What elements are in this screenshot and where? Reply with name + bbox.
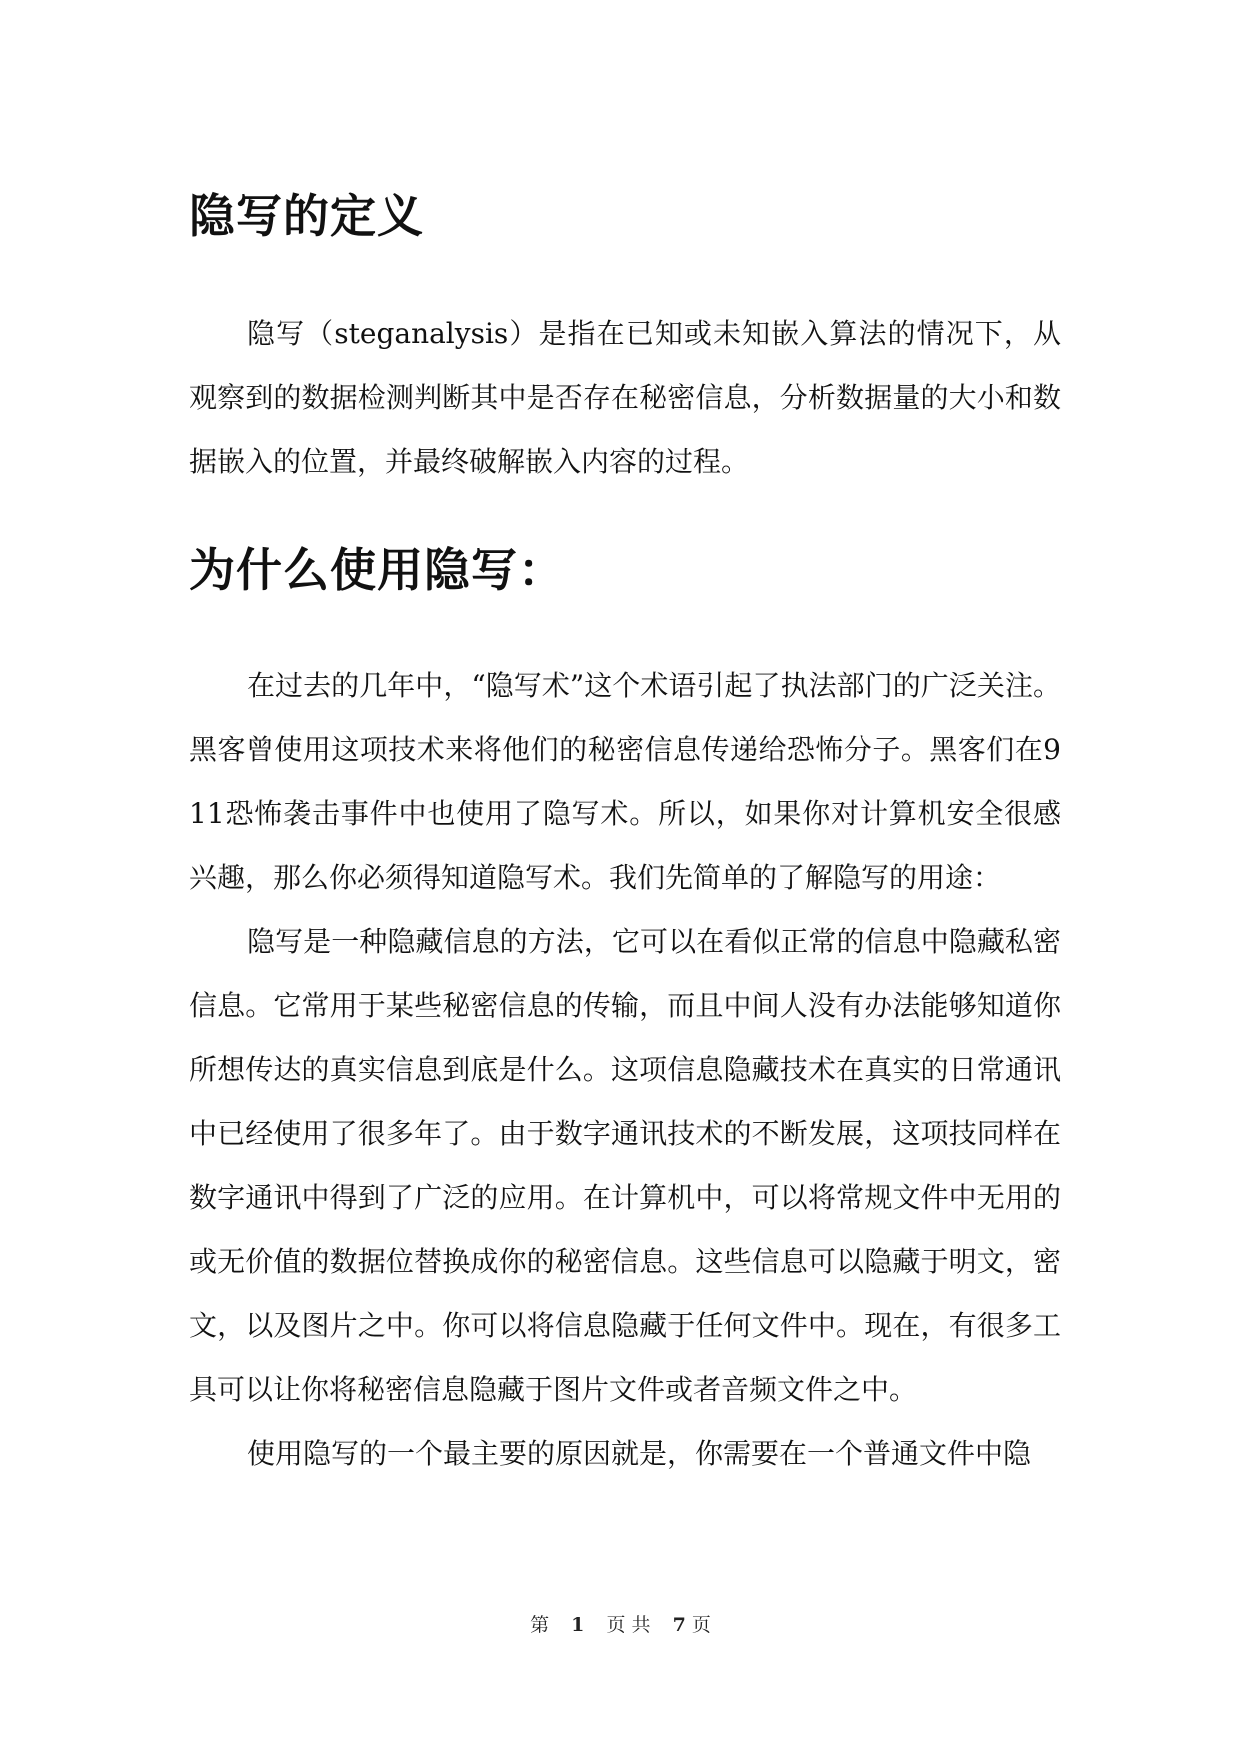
paragraph-why-2: 隐写是一种隐藏信息的方法，它可以在看似正常的信息中隐藏私密信息。它常用于某些秘密信息的传输，而且中间人没有办法能够知道你所想传达的真实信息到底是什么。这项信息隐藏技术在真实的日常通讯中已经使用了很多年了。由于数字通讯技术的不断发展，这项技同样在数字通讯中得到了广泛的应用。在计算机中，可以将常规文件中无用的或无价值的数据位替换成你的秘密信息。这些信息可以隐藏于明文，密文，以及图片之中。你可以将信息隐藏于任何文件中。现在，有很多工具可以让你将秘密信息隐藏于图片文件或者音频文件之中。 — [189, 925, 1061, 1406]
footer-middle: 页 共 — [606, 1614, 651, 1636]
page-footer — [0, 1610, 1241, 1637]
paragraph-why-3: 使用隐写的一个最主要的原因就是，你需要在一个普通文件中隐 — [247, 1437, 1032, 1470]
section-heading-why: 为什么使用隐写： — [189, 543, 565, 597]
section-heading-definition: 隐写的定义 — [189, 189, 424, 243]
page-content — [189, 180, 1061, 1486]
footer-suffix: 页 — [691, 1614, 711, 1636]
footer-page-number: 1 — [571, 1614, 585, 1636]
footer-total-pages: 7 — [672, 1614, 686, 1636]
paragraph-definition: 隐写（steganalysis）是指在已知或未知嵌入算法的情况下，从观察到的数据检测判断其中是否存在秘密信息，分析数据量的大小和数据嵌入的位置，并最终破解嵌入内容的过程。 — [189, 317, 1061, 478]
paragraph-why-1: 在过去的几年中，“隐写术”这个术语引起了执法部门的广泛关注。黑客曾使用这项技术来将他们的秘密信息传递给恐怖分子。黑客们在911恐怖袭击事件中也使用了隐写术。所以，如果你对计算机安全很感兴趣，那么你必须得知道隐写术。我们先简单的了解隐写的用途： — [189, 669, 1061, 894]
footer-prefix: 第 — [530, 1614, 550, 1636]
